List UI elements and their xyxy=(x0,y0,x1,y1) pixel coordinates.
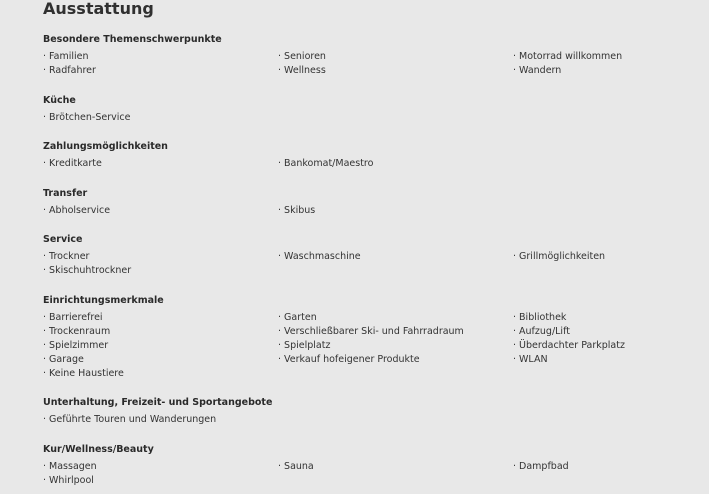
list-item: · Abholservice xyxy=(43,205,111,216)
list-item: · Trockner xyxy=(43,251,90,262)
list-item: · Sauna xyxy=(278,461,314,472)
list-item: · Garage xyxy=(43,354,84,365)
section-heading: Besondere Themenschwerpunkte xyxy=(43,34,222,45)
list-item: · Wellness xyxy=(278,65,326,76)
list-item: · Massagen xyxy=(43,461,97,472)
list-item: · Motorrad willkommen xyxy=(513,51,623,62)
list-item: · Radfahrer xyxy=(43,65,96,76)
list-item: · Waschmaschine xyxy=(278,251,361,262)
list-item: · Brötchen-Service xyxy=(43,112,131,123)
section-kueche xyxy=(43,94,703,123)
list-item: · Senioren xyxy=(278,51,326,62)
list-item: · Bibliothek xyxy=(513,312,567,323)
list-item: · Überdachter Parkplatz xyxy=(513,340,625,351)
list-item: · Trockenraum xyxy=(43,326,111,337)
section-themenschwerpunkte xyxy=(43,33,703,76)
list-item: · Verschließbarer Ski- und Fahrradraum xyxy=(278,326,464,337)
list-item: · Skibus xyxy=(278,205,316,216)
list-item: · Verkauf hofeigener Produkte xyxy=(278,354,420,365)
list-item: · Bankomat/Maestro xyxy=(278,158,374,169)
section-heading: Küche xyxy=(43,95,76,106)
section-unterhaltung xyxy=(43,396,703,425)
list-item: · Familien xyxy=(43,51,89,62)
list-item: · Spielplatz xyxy=(278,340,331,351)
section-heading: Transfer xyxy=(43,188,88,199)
list-item: · Barrierefrei xyxy=(43,312,103,323)
section-transfer xyxy=(43,187,703,216)
list-item: · Wandern xyxy=(513,65,562,76)
list-item: · Aufzug/Lift xyxy=(513,326,570,337)
list-item: · Spielzimmer xyxy=(43,340,109,351)
list-item: · WLAN xyxy=(513,354,548,365)
list-item: · Dampfbad xyxy=(513,461,569,472)
list-item: · Keine Haustiere xyxy=(43,368,124,379)
list-item: · Grillmöglichkeiten xyxy=(513,251,606,262)
section-service xyxy=(43,233,703,276)
section-heading: Kur/Wellness/Beauty xyxy=(43,444,154,455)
list-item: · Garten xyxy=(278,312,317,323)
section-einrichtungsmerkmale xyxy=(43,294,703,379)
list-item: · Kreditkarte xyxy=(43,158,102,169)
list-item: · Geführte Touren und Wanderungen xyxy=(43,414,217,425)
section-heading: Einrichtungsmerkmale xyxy=(43,295,164,306)
section-heading: Service xyxy=(43,234,83,245)
section-heading: Unterhaltung, Freizeit- und Sportangebote xyxy=(43,397,273,408)
section-kur-wellness-beauty xyxy=(43,443,703,486)
section-heading: Zahlungsmöglichkeiten xyxy=(43,141,168,152)
page-title: Ausstattung xyxy=(43,0,154,18)
section-zahlungsmoeglichkeiten xyxy=(43,140,703,169)
list-item: · Whirlpool xyxy=(43,475,94,486)
list-item: · Skischuhtrockner xyxy=(43,265,132,276)
